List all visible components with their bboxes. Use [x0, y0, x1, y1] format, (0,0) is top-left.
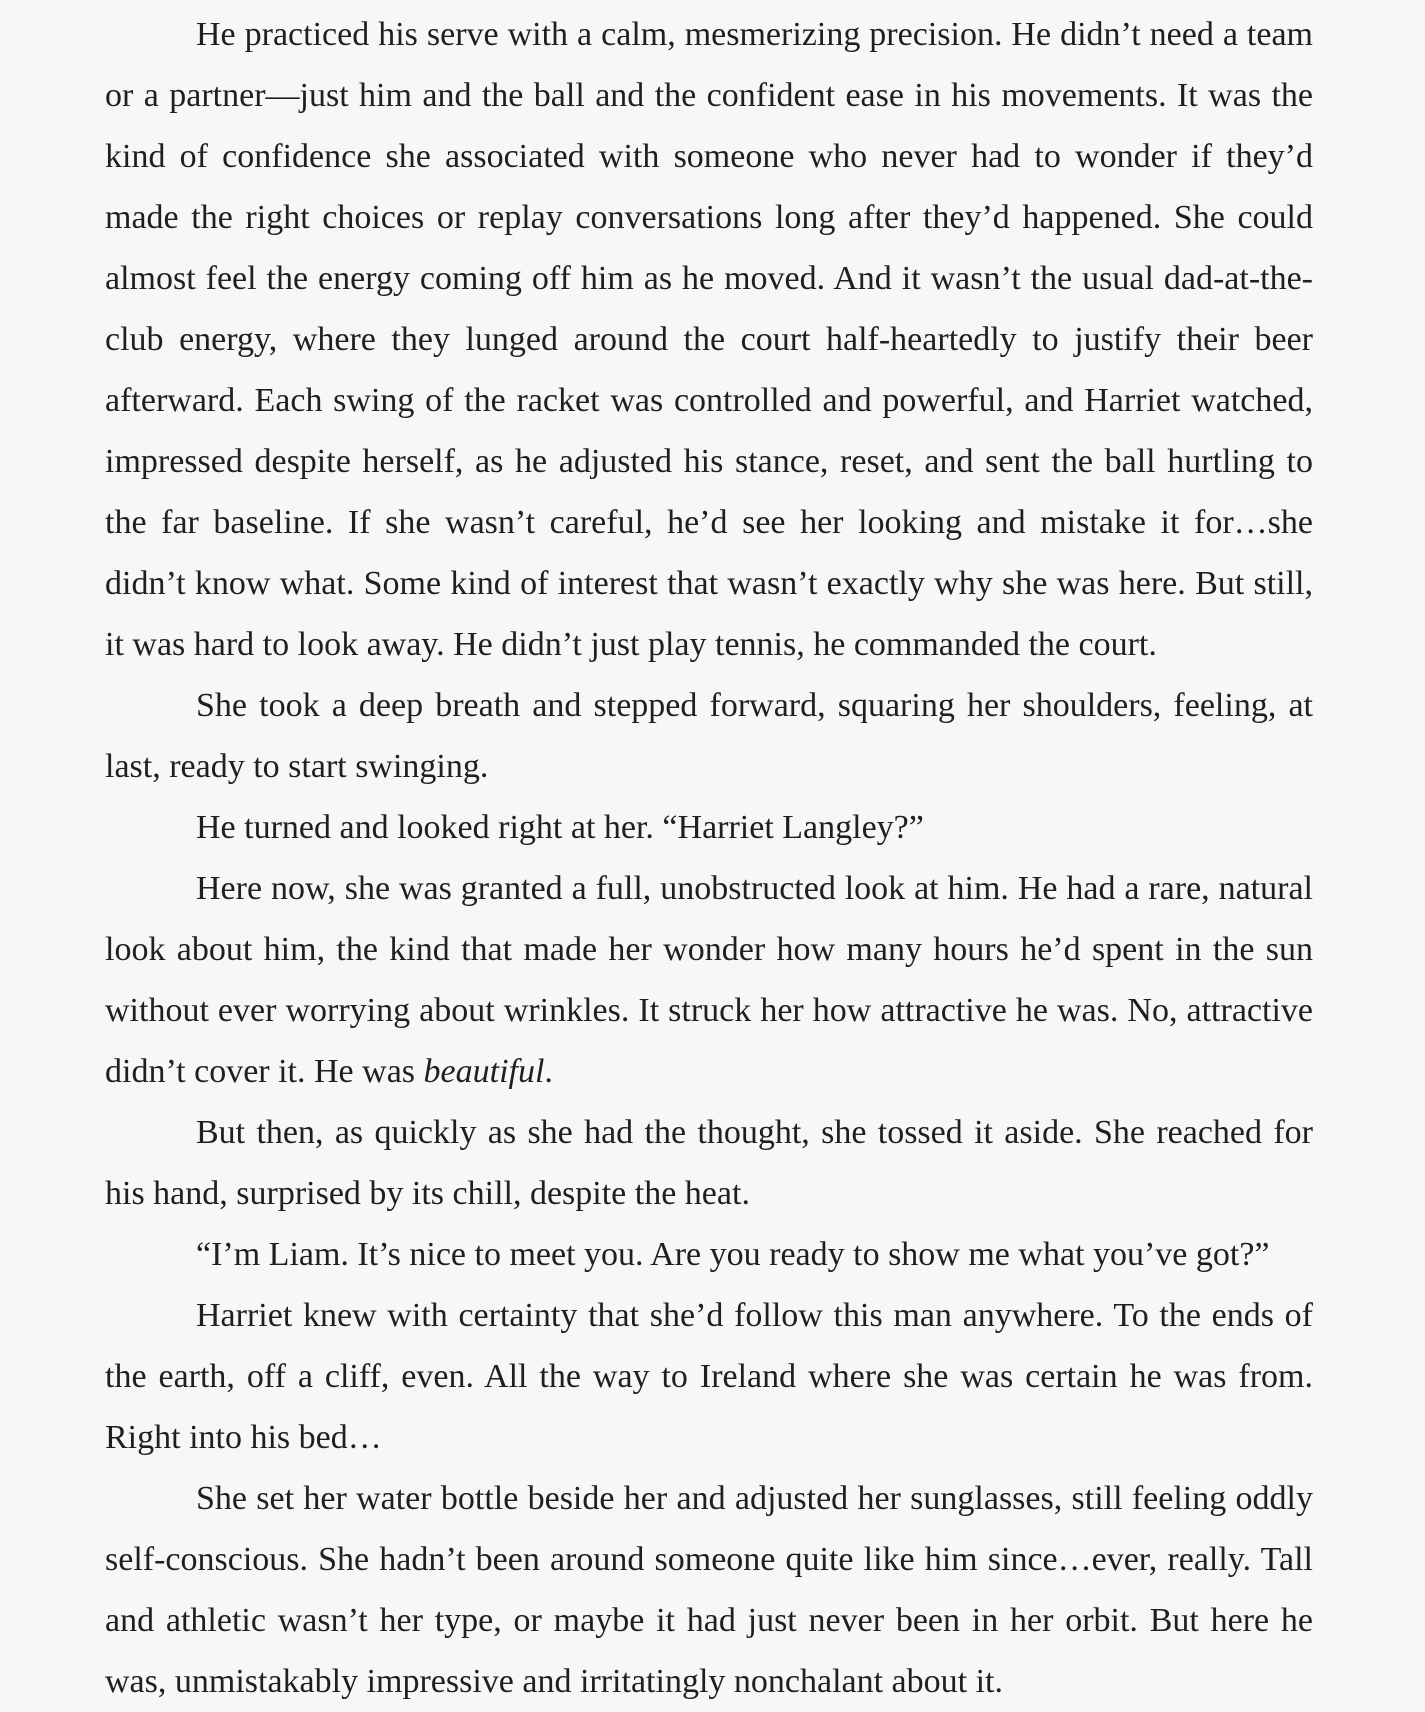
paragraph-harriet-langley: He turned and looked right at her. “Harriet Langley?”	[196, 809, 924, 846]
paragraph-liam-greeting: “I’m Liam. It’s nice to meet you. Are you ready to show me what you’ve got?”	[196, 1236, 1270, 1273]
paragraph-beautiful-end: .	[544, 1053, 553, 1090]
paragraph-serve: He practiced his serve with a calm, mesmerizing precision. He didn’t need a team or a partner—just him and the ball and the confident ease in his movements. It was the kind of confidence she associated with someone who never had to wonder if they’d made the right choices or replay conversations long after they’d happened. She could almost feel the energy coming off him as he moved. And it wasn’t the usual dad-at-the-club energy, where they lunged around the court half-heartedly to justify their beer afterward. Each swing of the racket was controlled and powerful, and Harriet watched, impressed despite herself, as he adjusted his stance, reset, and sent the ball hurtling to the far baseline. If she wasn’t careful, he’d see her looking and mistake it for…she didn’t know what. Some kind of interest that wasn’t exactly why she was here. But still, it was hard to look away. He didn’t just play tennis, he commanded the court.	[105, 16, 1313, 663]
paragraph-tossed-aside: But then, as quickly as she had the thought, she tossed it aside. She reached for his hand, surprised by its chill, despite the heat.	[105, 1114, 1313, 1212]
paragraph-water-bottle: She set her water bottle beside her and adjusted her sunglasses, still feeling oddly self-conscious. She hadn’t been around someone quite like him since…ever, really. Tall and athletic wasn’t her type, or maybe it had just never been in her orbit. But here he was, unmistakably impressive and irritatingly nonchalant about it.	[105, 1480, 1313, 1700]
paragraph-beautiful	[105, 858, 1313, 1102]
emphasis-beautiful: beautiful	[423, 1053, 545, 1090]
paragraph-beautiful-text: Here now, she was granted a full, unobstructed look at him. He had a rare, natural look about him, the kind that made her wonder how many hours he’d spent in the sun without ever worrying about wrinkles. It struck her how attractive he was. No, attractive didn’t cover it. He was	[105, 870, 1313, 1090]
paragraph-follow-anywhere: Harriet knew with certainty that she’d follow this man anywhere. To the ends of the earth, off a cliff, even. All the way to Ireland where she was certain he was from. Right into his bed…	[105, 1297, 1313, 1456]
paragraph-deep-breath: She took a deep breath and stepped forward, squaring her shoulders, feeling, at last, ready to start swinging.	[105, 687, 1313, 785]
book-page	[105, 4, 1313, 1712]
